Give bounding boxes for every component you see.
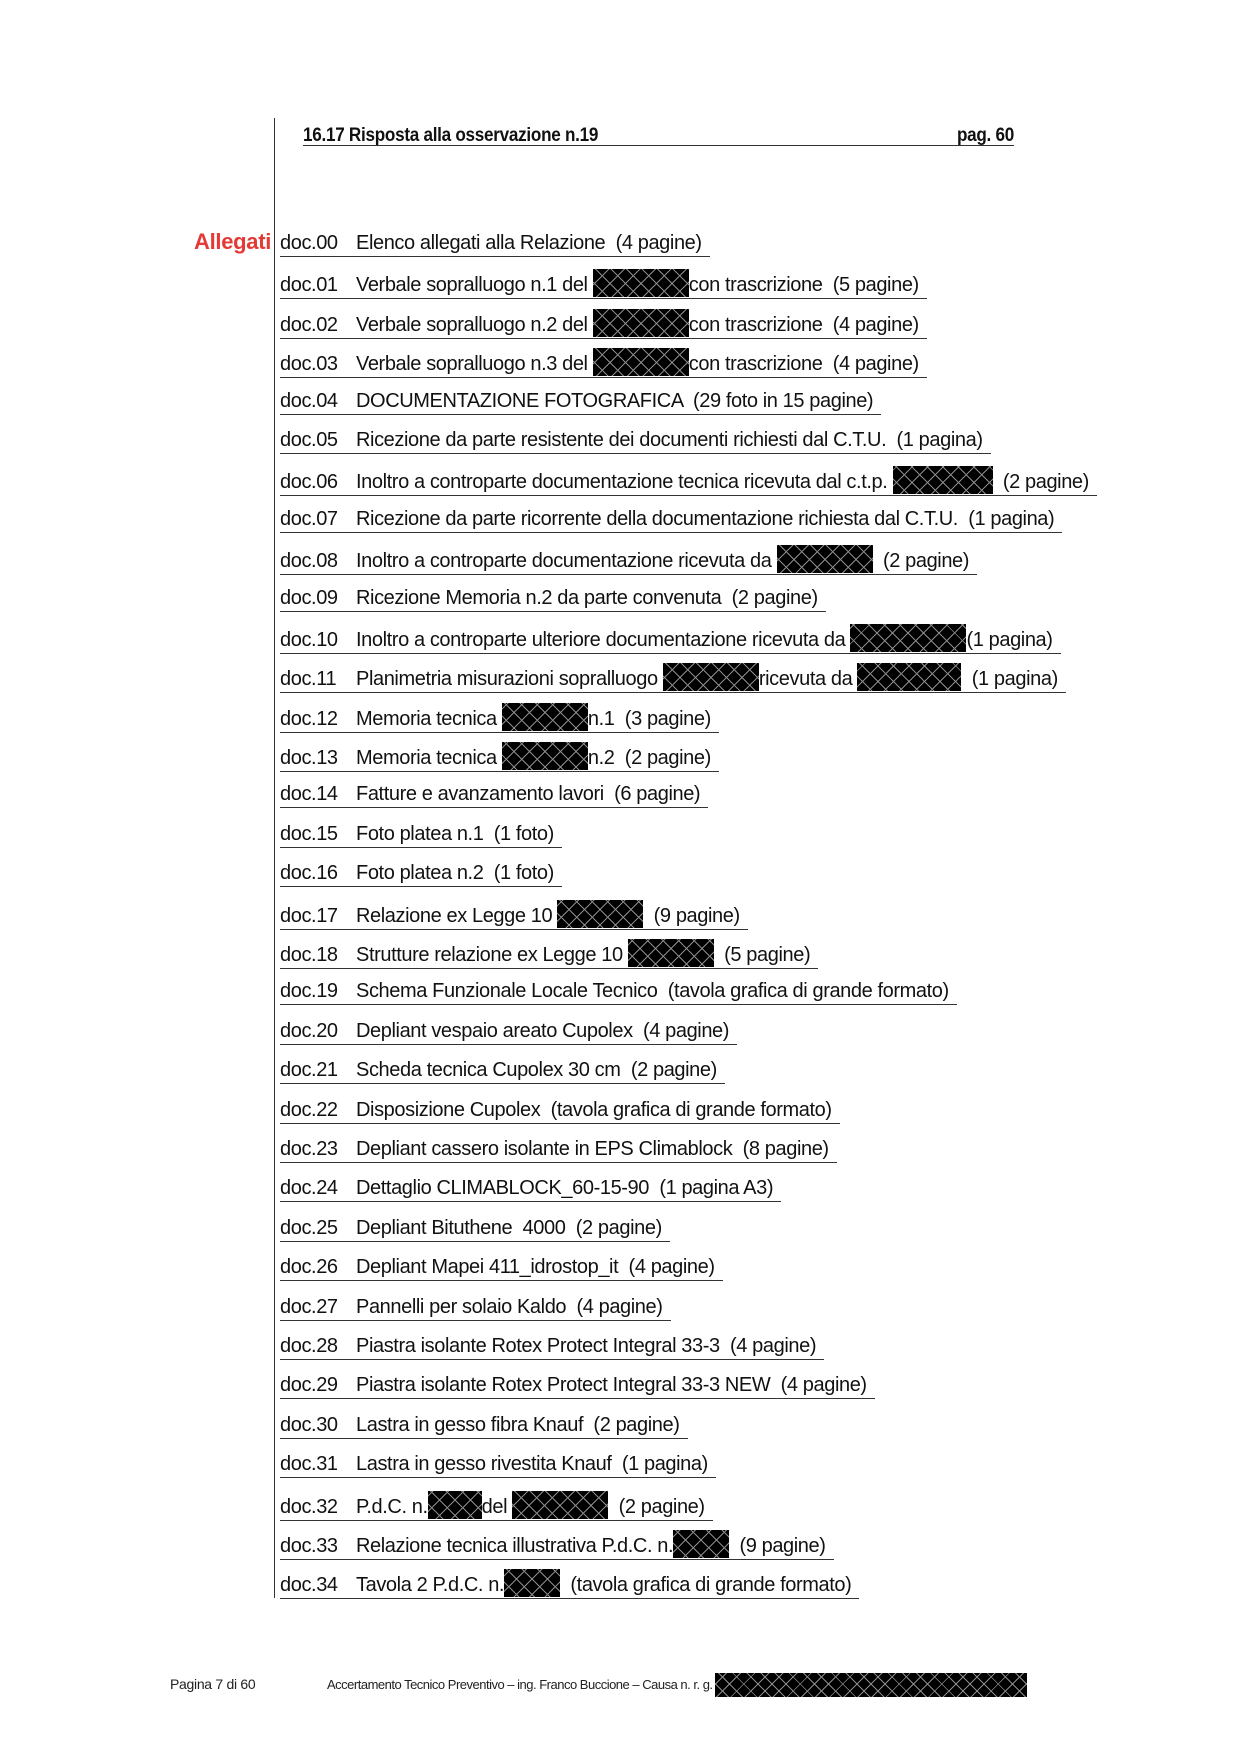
list-item [280,269,1097,308]
redaction-block [428,1491,482,1519]
list-item [280,1018,1097,1057]
doc-code: doc.06 [280,471,338,494]
doc-entry [280,1136,837,1163]
list-item [280,860,1097,899]
redaction-block [893,466,993,494]
list-item [280,1530,1097,1569]
doc-description: Memoria tecnica [356,707,502,730]
doc-code: doc.17 [280,904,338,927]
doc-entry [280,978,957,1005]
list-item [280,1294,1097,1333]
doc-code: doc.14 [280,783,338,806]
footer-page-number: Pagina 7 di 60 [170,1676,256,1692]
doc-description: (1 pagina) [966,628,1053,651]
list-item [280,466,1097,505]
doc-entry [280,309,927,339]
doc-entry [280,1057,725,1084]
list-item [280,348,1097,387]
section-heading-page: pag. 60 [956,125,1014,146]
doc-description: Ricezione da parte resistente dei documenti richiesti dal C.T.U. (1 pagina) [356,428,983,451]
list-item [280,821,1097,860]
doc-description: (2 pagine) [608,1495,705,1518]
doc-description: (1 pagina) [961,668,1058,691]
doc-description: Dettaglio CLIMABLOCK_60-15-90 (1 pagina A3) [356,1177,774,1200]
list-item [280,230,1097,269]
doc-entry [280,1215,670,1242]
redaction-block [628,939,714,967]
list-item [280,1215,1097,1254]
doc-description: P.d.C. n. [356,1495,428,1518]
doc-entry [280,427,991,454]
doc-description: Memoria tecnica [356,747,502,770]
doc-entry [280,1491,713,1521]
list-item [280,585,1097,624]
doc-code: doc.31 [280,1453,338,1476]
list-item [280,1254,1097,1293]
doc-entry [280,1333,824,1360]
doc-entry [280,388,881,415]
doc-code: doc.25 [280,1216,338,1239]
redaction-block [557,900,643,928]
list-item [280,1491,1097,1530]
doc-description: del [481,1495,513,1518]
list-item [280,703,1097,742]
doc-description: Depliant vespaio areato Cupolex (4 pagine) [356,1019,730,1042]
section-heading-title: 16.17 Risposta alla osservazione n.19 [303,125,599,146]
doc-code: doc.01 [280,274,338,297]
doc-entry [280,1294,671,1321]
doc-entry [280,1372,875,1399]
doc-code: doc.33 [280,1534,338,1557]
doc-code: doc.12 [280,707,338,730]
doc-code: doc.08 [280,550,338,573]
doc-description: n.1 (3 pagine) [587,707,711,730]
doc-description: Depliant Mapei 411_idrostop_it (4 pagine) [356,1256,715,1279]
margin-rule [274,118,275,1598]
doc-entry [280,1530,834,1560]
redaction-block [502,742,588,770]
doc-description: Pannelli per solaio Kaldo (4 pagine) [356,1295,663,1318]
doc-description: con trascrizione (4 pagine) [688,313,919,336]
doc-entry [280,1175,781,1202]
list-item [280,545,1097,584]
doc-description: Planimetria misurazioni sopralluogo [356,668,663,691]
doc-code: doc.03 [280,353,338,376]
redaction-block [504,1569,560,1597]
doc-entry [280,585,826,612]
list-item [280,506,1097,545]
redaction-block [593,269,689,297]
doc-entry [280,545,977,575]
doc-description: DOCUMENTAZIONE FOTOGRAFICA (29 foto in 15 pagine) [356,389,874,412]
doc-code: doc.22 [280,1098,338,1121]
doc-description: Piastra isolante Rotex Protect Integral 33-3 NEW (4 pagine) [356,1374,867,1397]
doc-description: Inoltro a controparte documentazione ricevuta da [356,550,777,573]
doc-entry [280,703,719,733]
doc-entry [280,230,710,257]
doc-description: Verbale sopralluogo n.3 del [356,353,593,376]
list-item [280,742,1097,781]
doc-code: doc.29 [280,1374,338,1397]
list-item [280,781,1097,820]
redaction-block [673,1530,729,1558]
doc-description: Depliant Bituthene 4000 (2 pagine) [356,1216,662,1239]
page-footer [170,1673,1070,1697]
doc-description: Piastra isolante Rotex Protect Integral 33-3 (4 pagine) [356,1334,817,1357]
doc-code: doc.05 [280,428,338,451]
doc-code: doc.20 [280,1019,338,1042]
doc-description: Inoltro a controparte ulteriore documentazione ricevuta da [356,628,851,651]
doc-entry [280,624,1061,654]
doc-description: Foto platea n.1 (1 foto) [356,822,554,845]
list-item [280,1569,1097,1608]
doc-description: n.2 (2 pagine) [587,747,711,770]
doc-entry [280,900,748,930]
doc-code: doc.13 [280,747,338,770]
doc-description: Relazione tecnica illustrativa P.d.C. n. [356,1534,674,1557]
list-item [280,427,1097,466]
doc-description: con trascrizione (4 pagine) [688,353,919,376]
doc-entry [280,1451,716,1478]
doc-description: Inoltro a controparte documentazione tecnica ricevuta dal c.t.p. [356,471,893,494]
list-item [280,1057,1097,1096]
redaction-block [857,663,961,691]
doc-code: doc.09 [280,586,338,609]
doc-entry [280,742,719,772]
doc-code: doc.34 [280,1574,338,1597]
doc-code: doc.28 [280,1334,338,1357]
section-heading [303,125,1014,146]
doc-entry [280,939,818,969]
doc-code: doc.32 [280,1495,338,1518]
doc-description: Verbale sopralluogo n.2 del [356,313,593,336]
doc-code: doc.00 [280,232,338,254]
doc-description: Tavola 2 P.d.C. n. [356,1574,505,1597]
doc-code: doc.07 [280,507,338,530]
doc-code: doc.10 [280,628,338,651]
attachments-label: Allegati [194,229,272,254]
list-item [280,939,1097,978]
doc-code: doc.26 [280,1256,338,1279]
doc-entry [280,1097,840,1124]
list-item [280,663,1097,702]
list-item [280,1097,1097,1136]
list-item [280,1333,1097,1372]
doc-description: Lastra in gesso rivestita Knauf (1 pagina) [356,1453,708,1476]
doc-description: Foto platea n.2 (1 foto) [356,862,554,885]
redaction-block [715,1673,1027,1697]
doc-description: Relazione ex Legge 10 [356,904,558,927]
list-item [280,978,1097,1017]
redaction-block [593,348,689,376]
list-item [280,900,1097,939]
footer-document-title: Accertamento Tecnico Preventivo – ing. Franco Buccione – Causa n. r. g. [327,1677,713,1692]
redaction-block [850,624,966,652]
redaction-block [777,545,873,573]
doc-description: Elenco allegati alla Relazione (4 pagine) [356,232,702,254]
doc-description: Lastra in gesso fibra Knauf (2 pagine) [356,1413,680,1436]
list-item [280,1136,1097,1175]
redaction-block [593,309,689,337]
doc-code: doc.15 [280,822,338,845]
redaction-block [512,1491,608,1519]
doc-code: doc.19 [280,980,338,1003]
doc-description: (tavola grafica di grande formato) [560,1574,852,1597]
list-item [280,624,1097,663]
doc-description: Strutture relazione ex Legge 10 [356,944,628,967]
doc-description: ricevuta da [758,668,858,691]
doc-code: doc.04 [280,389,338,412]
doc-entry [280,506,1062,533]
doc-entry [280,348,927,378]
doc-description: (2 pagine) [992,471,1089,494]
list-item [280,388,1097,427]
doc-code: doc.18 [280,944,338,967]
list-item [280,1175,1097,1214]
doc-entry [280,781,708,808]
doc-code: doc.11 [280,668,337,691]
doc-entry [280,269,927,299]
doc-entry [280,466,1097,496]
doc-description: Disposizione Cupolex (tavola grafica di grande formato) [356,1098,832,1121]
doc-description: Verbale sopralluogo n.1 del [356,274,593,297]
list-item [280,309,1097,348]
doc-entry [280,860,562,887]
doc-description: Fatture e avanzamento lavori (6 pagine) [356,783,701,806]
doc-description: con trascrizione (5 pagine) [688,274,919,297]
doc-code: doc.23 [280,1137,338,1160]
doc-description: Depliant cassero isolante in EPS Climablock (8 pagine) [356,1137,829,1160]
list-item [280,1372,1097,1411]
redaction-block [502,703,588,731]
doc-entry [280,1254,723,1281]
doc-code: doc.16 [280,862,338,885]
redaction-block [663,663,759,691]
doc-code: doc.30 [280,1413,338,1436]
doc-code: doc.27 [280,1295,338,1318]
doc-entry [280,1569,859,1599]
doc-description: Ricezione da parte ricorrente della documentazione richiesta dal C.T.U. (1 pagina) [356,507,1055,530]
doc-entry [280,1018,737,1045]
doc-code: doc.02 [280,313,338,336]
doc-entry [280,1412,688,1439]
attachments-list [280,230,1097,1609]
doc-description: Ricezione Memoria n.2 da parte convenuta (2 pagine) [356,586,818,609]
doc-code: doc.24 [280,1177,338,1200]
doc-description: (9 pagine) [643,904,740,927]
doc-code: doc.21 [280,1059,338,1082]
list-item [280,1451,1097,1490]
doc-description: Scheda tecnica Cupolex 30 cm (2 pagine) [356,1059,717,1082]
doc-entry [280,663,1066,693]
list-item [280,1412,1097,1451]
doc-description: (9 pagine) [729,1534,826,1557]
doc-description: Schema Funzionale Locale Tecnico (tavola grafica di grande formato) [356,980,949,1003]
doc-description: (2 pagine) [872,550,970,573]
doc-entry [280,821,562,848]
doc-description: (5 pagine) [713,944,811,967]
